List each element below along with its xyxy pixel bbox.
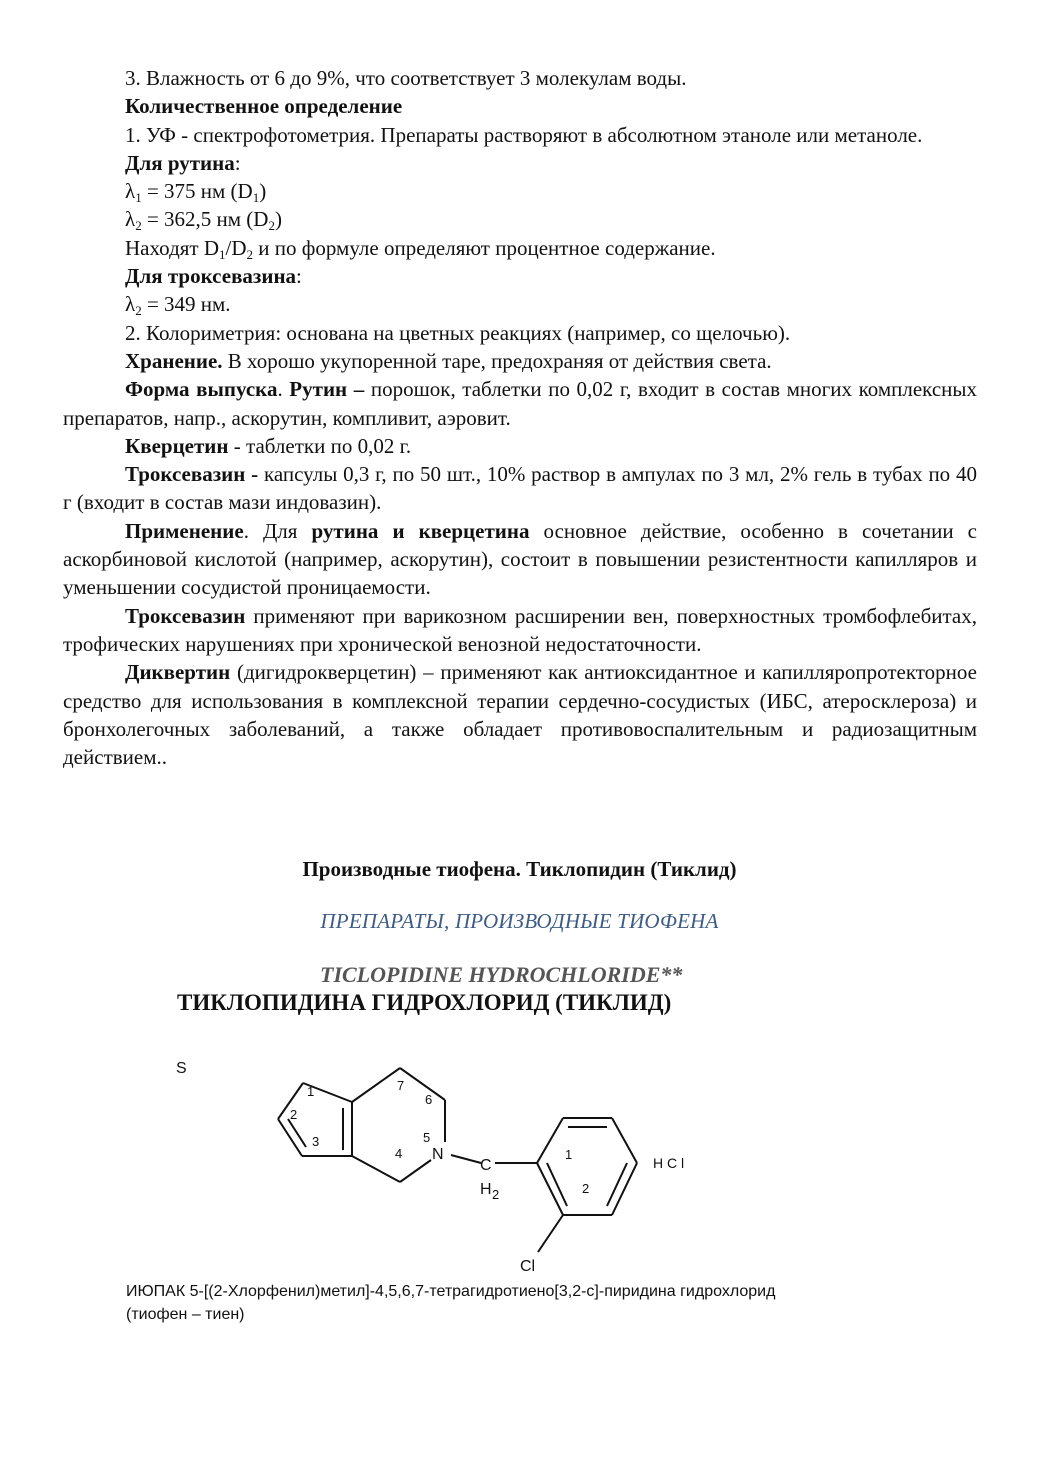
- h-label: H: [480, 1181, 492, 1198]
- body-text: [63, 64, 977, 771]
- n-label: N: [432, 1146, 444, 1163]
- heading-russian-name: ТИКЛОПИДИНА ГИДРОХЛОРИД (ТИКЛИД): [177, 990, 672, 1015]
- atom-number-4: 4: [395, 1146, 403, 1161]
- iupac-line-2: (тиофен – тиен): [126, 1306, 245, 1323]
- bond-benz-6-inner: [547, 1163, 567, 1206]
- line-lambda2: $\lambda_2 = 362,5$ нм $(D_2)$: [125, 207, 282, 234]
- line-lambda2-trox: $\lambda_2 = 349$ нм.: [125, 292, 231, 319]
- bond-c3a-c4: [352, 1156, 400, 1182]
- bond-cl: [538, 1215, 563, 1252]
- paragraph-quercetin: Кверцетин - таблетки по 0,02 г.: [125, 433, 412, 458]
- atom-number-2: 2: [290, 1107, 298, 1122]
- atom-number-6: 6: [425, 1092, 433, 1107]
- bond-c2-c3-inner: [288, 1119, 306, 1147]
- atom-number-3: 3: [312, 1134, 320, 1149]
- bond-n-ch2: [451, 1155, 481, 1163]
- bond-c7a-c7: [352, 1068, 400, 1102]
- atom-number-5: 5: [423, 1130, 431, 1145]
- s-label: S: [176, 1060, 187, 1077]
- cl-label: Cl: [520, 1258, 536, 1275]
- paragraph-application: Применение. Для рутина и кверцетина основное действие, особенно в сочетании с аскорбиновой кислотой (например, аскорутин), состоит в повышении резистентности капилляров и уменьшении сосудистой проницаемости.: [63, 518, 977, 600]
- bond-benz-3: [612, 1118, 637, 1163]
- paragraph-release-form: Форма выпуска. Рутин – порошок, таблетки по 0,02 г, входит в состав многих комплексных препаратов, напр., аскорутин, компливит, аэровит.: [63, 377, 977, 430]
- line-trox-head: Для троксевазина:: [125, 264, 302, 289]
- h-subscript: 2: [492, 1187, 500, 1202]
- heading-quantitative: Количественное определение: [125, 94, 403, 119]
- structure-labels: [176, 1060, 684, 1275]
- benzene-number-1: 1: [565, 1147, 573, 1162]
- iupac-name: [126, 1280, 926, 1326]
- structure-bonds: [278, 1068, 637, 1252]
- atom-number-1: 1: [307, 1084, 315, 1099]
- heading-preparations: ПРЕПАРАТЫ, ПРОИЗВОДНЫЕ ТИОФЕНА: [320, 909, 719, 933]
- paragraph-troxevasin: Троксевазин - капсулы 0,3 г, по 50 шт., 10% раствор в ампулах по 3 мл, 2% гель в тубах по 40 г (входит в состав мази индовазин).: [63, 462, 977, 515]
- paragraph-storage: Хранение. В хорошо укупоренной таре, предохраняя от действия света.: [125, 348, 772, 373]
- heading-latin-name: TICLOPIDINE HYDROCHLORIDE**: [320, 962, 683, 987]
- heading-thiophene: Производные тиофена. Тиклопидин (Тиклид): [302, 857, 737, 881]
- bond-c4-n: [400, 1160, 431, 1182]
- ticlopidine-structure-diagram: [160, 1045, 720, 1280]
- bond-c7-c6: [400, 1068, 445, 1100]
- paragraph-humidity: 3. Влажность от 6 до 9%, что соответствует 3 молекулам воды.: [125, 66, 687, 90]
- bond-benz-1: [537, 1118, 563, 1163]
- paragraph-troxevasin-use: Троксевазин применяют при варикозном расширении вен, поверхностных тромбофлебитах, трофических нарушениях при хронической венозной недостаточности.: [63, 603, 977, 656]
- paragraph-dikvertin: Диквертин (дигидрокверцетин) – применяют как антиоксидантное и капилляропротекторное средство для использования в комплексной терапии сердечно-сосудистых (ИБС, атеросклероза) и бронхолегочных заболеваний, а также обладает противовоспалительным и радиозащитным действием..: [63, 660, 977, 770]
- line-rutin-head: Для рутина:: [125, 150, 241, 175]
- paragraph-colorimetry: 2. Колориметрия: основана на цветных реакциях (например, со щелочью).: [125, 320, 791, 345]
- benzene-number-2: 2: [582, 1181, 590, 1196]
- atom-number-7: 7: [397, 1078, 405, 1093]
- line-find-ratio: Находят $D_1/D_2$ и по формуле определяют процентное содержание.: [125, 235, 716, 262]
- bond-benz-4-inner: [607, 1163, 627, 1206]
- hcl-label: H C l: [653, 1155, 685, 1171]
- paragraph-uv: 1. УФ - спектрофотометрия. Препараты растворяют в абсолютном этаноле или метаноле.: [125, 122, 923, 147]
- c-label: C: [480, 1157, 492, 1174]
- bond-c2-c3: [278, 1119, 302, 1156]
- line-lambda1: $\lambda_1 = 375$ нм $(D_1)$: [125, 179, 267, 206]
- iupac-line-1: ИЮПАК 5-[(2-Хлорфенил)метил]-4,5,6,7-тетрагидротиено[3,2-c]-пиридина гидрохлорид: [126, 1283, 776, 1300]
